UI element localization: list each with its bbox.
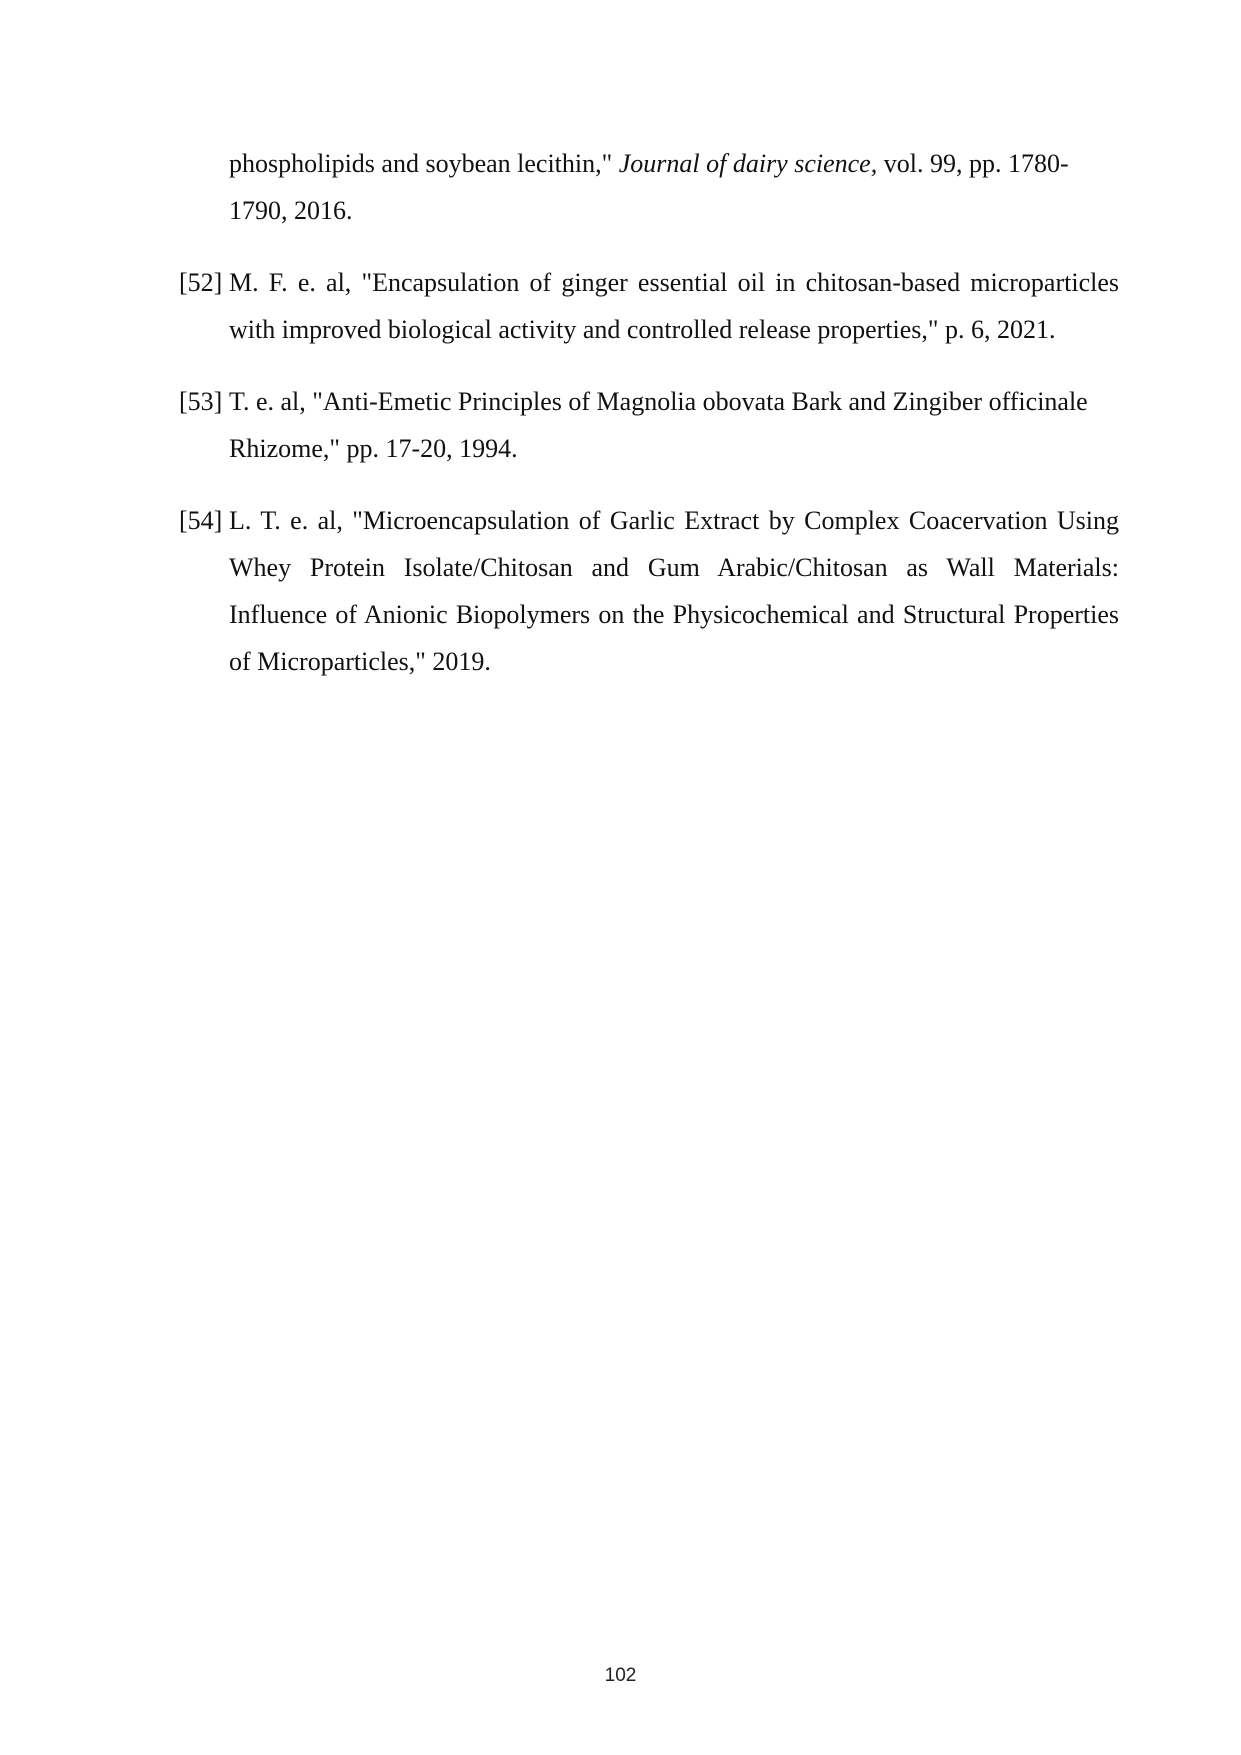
reference-number: [52] <box>179 268 223 297</box>
reference-number: [54] <box>179 506 223 535</box>
reference-item-52 <box>179 259 1119 353</box>
reference-list <box>179 140 1119 710</box>
journal-title: Journal of dairy science, <box>618 149 878 178</box>
reference-text: M. F. e. al, "Encapsulation of ginger essential oil in chitosan-based microparticles with improved biological activity and controlled release properties," p. 6, 2021. <box>229 268 1119 344</box>
reference-continuation-details: vol. 99, pp. 1780-1790, 2016. <box>229 149 1069 225</box>
reference-text: T. e. al, "Anti-Emetic Principles of Magnolia obovata Bark and Zingiber officinale Rhizome," pp. 17-20, 1994. <box>229 387 1088 463</box>
reference-item-53 <box>179 378 1119 472</box>
reference-item-54 <box>179 497 1119 685</box>
page-number: 102 <box>604 1665 637 1686</box>
reference-continuation-text: phospholipids and soybean lecithin," <box>229 149 619 178</box>
reference-text: L. T. e. al, "Microencapsulation of Garlic Extract by Complex Coacervation Using Whey Protein Isolate/Chitosan and Gum Arabic/Chitosan as Wall Materials: Influence of Anionic Biopolymers on the Physicochemical and Structural Properties of Microparticles," 2019. <box>229 506 1119 676</box>
reference-continuation <box>179 140 1119 234</box>
reference-number: [53] <box>179 387 223 416</box>
